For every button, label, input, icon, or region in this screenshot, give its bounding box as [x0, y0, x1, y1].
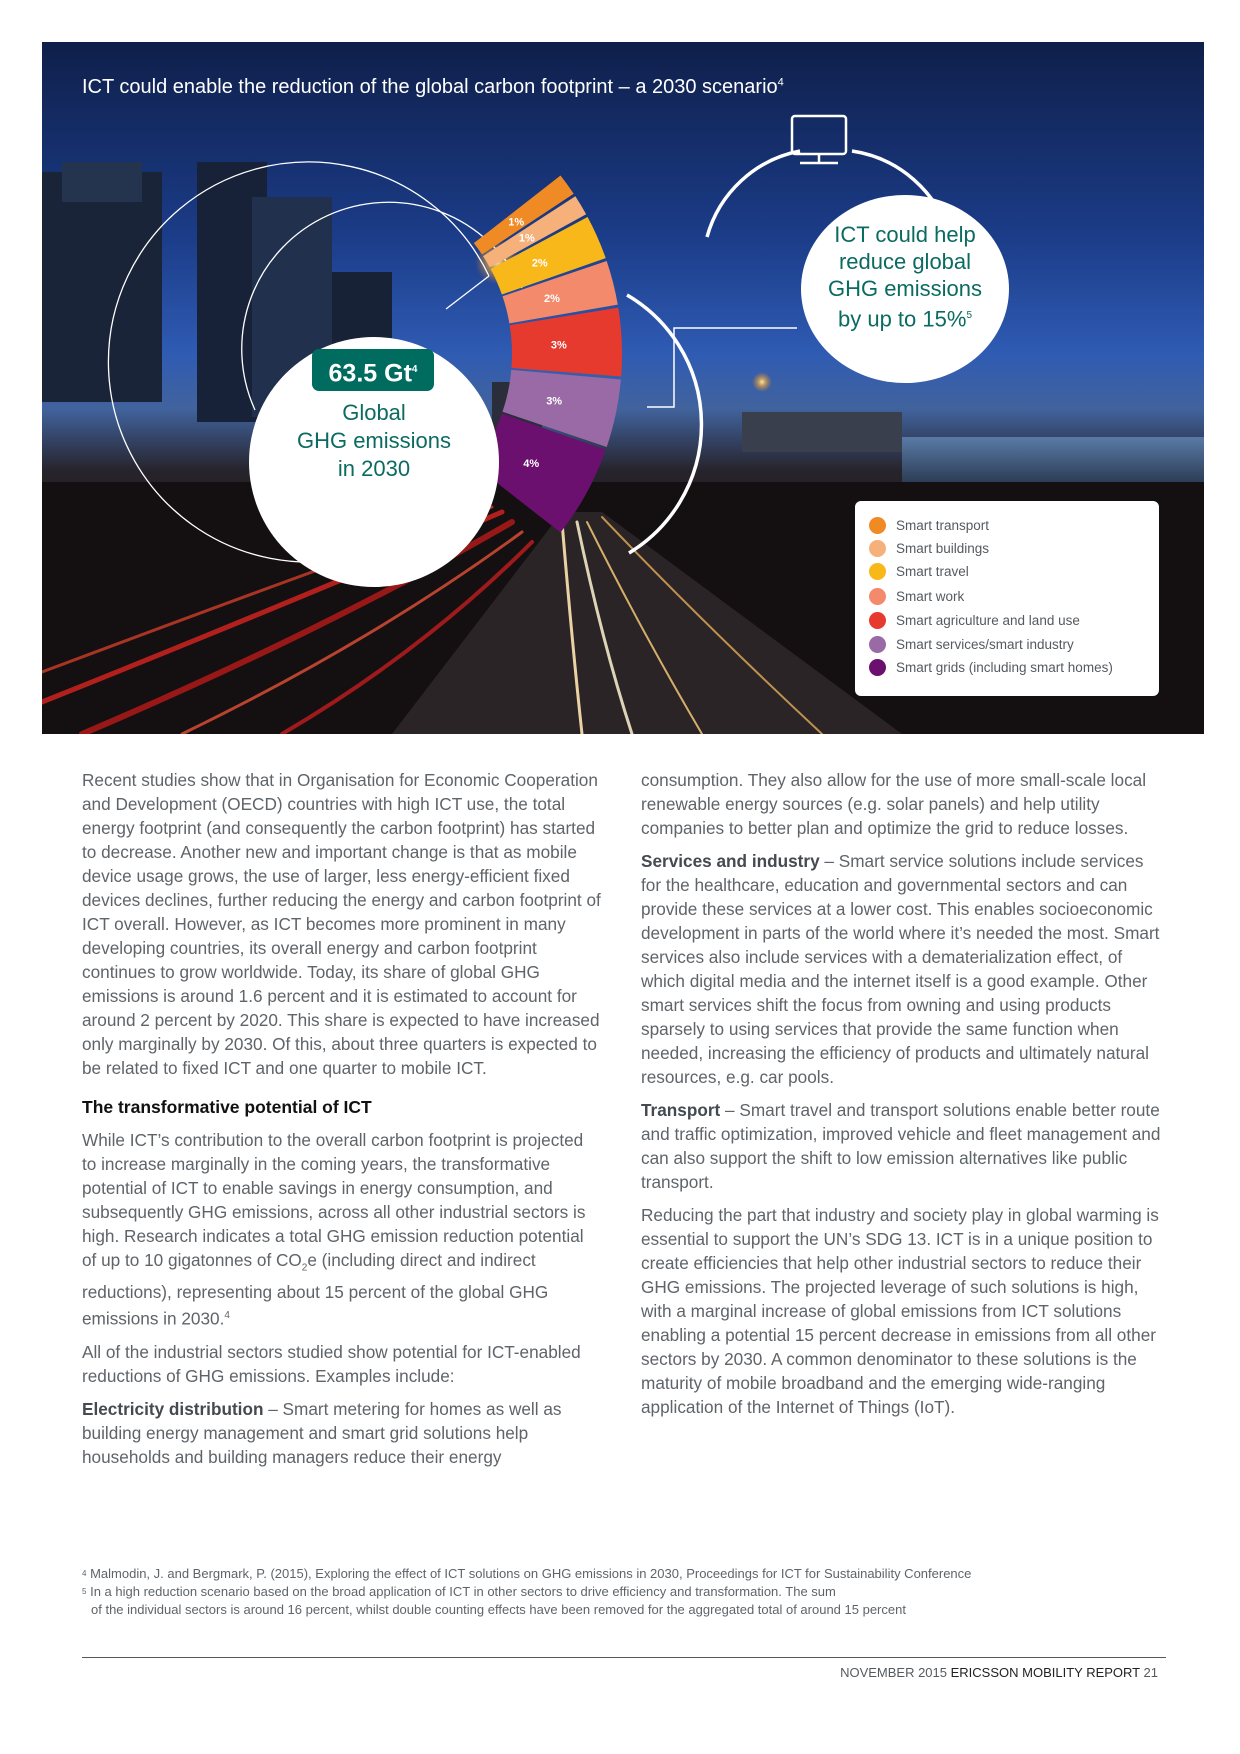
legend-item: Smart travel: [869, 561, 969, 581]
segment-percent-label: 2%: [531, 257, 548, 270]
footnote-5-continued: of the individual sectors is around 16 percent, whilst double counting effects have been removed for the aggregated total of around 15 percent: [91, 1602, 906, 1617]
intro-paragraph: Recent studies show that in Organisation for Economic Cooperation and Development (OECD) countries with high ICT use, the total energy footprint (and consequently the carbon footprint) has started to decrease. Another new and important change is that as mobile device usage grows, the use of larger, less energy-efficient fixed devices declines, further reducing the energy and carbon footprint of ICT overall. However, as ICT becomes more prominent in many developing countries, its overall energy and carbon footprint continues to grow worldwide. Today, its share of global GHG emissions is around 1.6 percent and it is estimated to account for around 2 percent by 2020. This share is expected to have increased only marginally by 2030. Of this, about three quarters is expected to be related to fixed ICT and one quarter to mobile ICT.: [82, 770, 601, 1078]
legend-item: Smart agriculture and land use: [869, 610, 1080, 630]
page-footer: [840, 1665, 1158, 1680]
segment-percent-label: 2%: [544, 293, 560, 306]
electricity-paragraph: Electricity distribution – Smart metering for homes as well as building energy management and smart grid solutions help households and building managers reduce their energy: [82, 1399, 562, 1468]
potential-paragraph: While ICT’s contribution to the overall carbon footprint is projected to increase marginally in the coming years, the transformative potential of ICT to enable savings in energy consumption, and subsequently GHG emissions, across all other industrial sectors is high. Research indicates a total GHG emission reduction potential of up to 10 gigatonnes of $CO_2e$ (including direct and indirect reductions), representing about 15 percent of the global GHG emissions in 2030.$^4$: [82, 1130, 586, 1330]
legend-item: Smart transport: [869, 515, 989, 535]
segment-percent-label: 3%: [546, 395, 563, 408]
legend: [855, 501, 1159, 696]
legend-item: Smart work: [869, 586, 964, 606]
footer-brand: ERICSSON MOBILITY REPORT: [950, 1665, 1140, 1680]
services-paragraph: Services and industry – Smart service solutions include services for the healthcare, education and governmental sectors and can provide these services at a lower cost. This enables socioeconomic development in parts of the world where it’s needed the most. Smart services also include services with a dematerialization effect, of which digital media and the internet itself is a good example. Other smart services shift the focus from owning and using products sparsely to using services that provide the same function when needed, increasing the efficiency of products and ultimately natural resources, e.g. car pools.: [641, 851, 1160, 1087]
footnote-5: $^5$ In a high reduction scenario based on the broad application of ICT in other sectors to drive efficiency and transformation. The sum: [82, 1584, 836, 1599]
legend-item: Smart services/smart industry: [869, 634, 1074, 654]
legend-swatch: [869, 588, 886, 605]
footer-date: NOVEMBER 2015: [840, 1665, 947, 1680]
monitor-icon: [792, 116, 846, 163]
section-heading: The transformative potential of ICT: [82, 1097, 372, 1117]
segment-percent-label: 1%: [508, 216, 525, 229]
total-label: Global GHG emissions in 2030: [296, 400, 452, 481]
sectors-paragraph: All of the industrial sectors studied show potential for ICT-enabled reductions of GHG emissions. Examples include:: [82, 1342, 581, 1387]
footer-divider: [82, 1657, 1166, 1658]
legend-swatch: [869, 612, 886, 629]
ict-reduction-text: ICT could help reduce global GHG emissions by up to 15%$^5$: [827, 222, 983, 332]
right-column: [641, 768, 1166, 1428]
infographic: [42, 42, 1204, 734]
conclusion-paragraph: Reducing the part that industry and society play in global warming is essential to support the UN’s SDG 13. ICT is in a unique position to create efficiencies that help other industrial sectors to reduce their GHG emissions. The projected leverage of such solutions is high, with a marginal increase of global emissions from ICT solutions enabling a potential 15 percent decrease in emissions from all other sectors by 2030. A common denominator to these solutions is the maturity of mobile broadband and the emerging wide-ranging application of the Internet of Things (IoT).: [641, 1205, 1159, 1417]
legend-swatch: [869, 517, 886, 534]
segment-percent-label: 4%: [523, 457, 540, 470]
legend-swatch: [869, 636, 886, 653]
legend-swatch: [869, 659, 886, 676]
left-column: [82, 768, 602, 1478]
legend-swatch: [869, 540, 886, 557]
total-value-badge: 63.5 Gt$^4$: [312, 349, 434, 391]
legend-swatch: [869, 563, 886, 580]
segment-percent-label: 1%: [518, 232, 535, 245]
infographic-title: ICT could enable the reduction of the global carbon footprint – a 2030 scenario$^4$: [82, 76, 784, 98]
legend-item: Smart buildings: [869, 538, 989, 558]
footnotes: [82, 1565, 1182, 1619]
electricity-continued-paragraph: consumption. They also allow for the use of more small-scale local renewable energy sources (e.g. solar panels) and help utility companies to better plan and optimize the grid to reduce losses.: [641, 770, 1147, 838]
legend-item: Smart grids (including smart homes): [869, 657, 1113, 677]
transport-paragraph: Transport – Smart travel and transport solutions enable better route and traffic optimization, improved vehicle and fleet management and can also support the shift to low emission alternatives like public transport.: [641, 1100, 1161, 1192]
page-number: 21: [1143, 1665, 1158, 1680]
footnote-4: $^4$ Malmodin, J. and Bergmark, P. (2015), Exploring the effect of ICT solutions on GHG emissions in 2030, Proceedings for ICT for Sustainability Conference: [82, 1566, 972, 1581]
segment-percent-label: 3%: [550, 339, 567, 352]
